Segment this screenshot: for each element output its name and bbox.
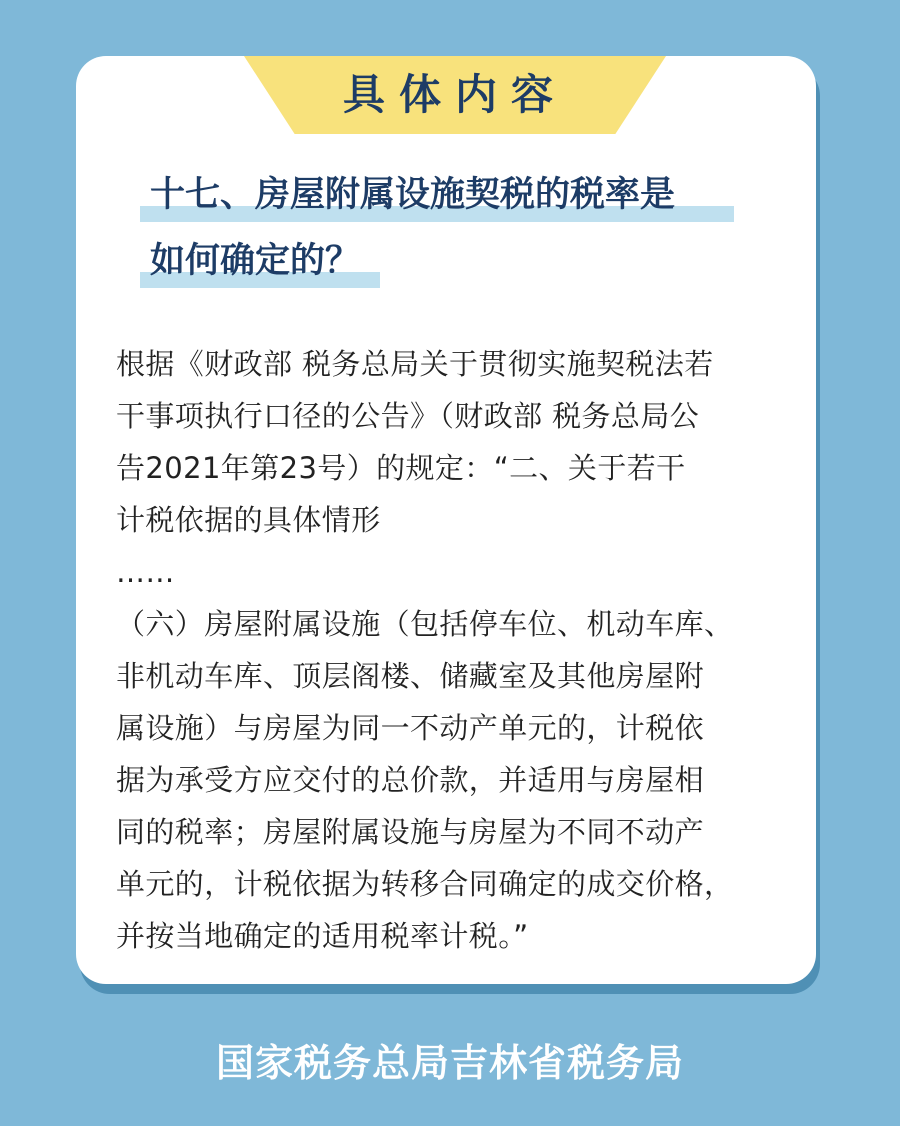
- body-line: 根据《财政部 税务总局关于贯彻实施契税法若: [116, 347, 714, 381]
- body-line: 计税依据的具体情形: [116, 503, 381, 537]
- footer-organization: 国家税务总局吉林省税务局: [215, 1041, 684, 1085]
- question-text-2: 如何确定的？: [150, 241, 361, 281]
- body-line: 单元的，计税依据为转移合同确定的成交价格，: [116, 867, 734, 901]
- body-line: 非机动车库、顶层阁楼、储藏室及其他房屋附: [116, 659, 705, 693]
- body-line: 据为承受方应交付的总价款，并适用与房屋相: [116, 763, 705, 797]
- body-line: 干事项执行口径的公告》（财政部 税务总局公: [116, 399, 700, 433]
- body-line: 并按当地确定的适用税率计税。”: [116, 919, 529, 953]
- body-line: 告2021年第23号）的规定：“二、关于若干: [116, 451, 686, 485]
- question-text-1: 十七、房屋附属设施契税的税率是: [150, 175, 676, 215]
- body-line: （六）房屋附属设施（包括停车位、机动车库、: [116, 607, 734, 641]
- body-line: ……: [116, 555, 175, 589]
- banner-title: 具体内容: [342, 70, 567, 119]
- answer-body: [116, 338, 786, 962]
- body-line: 属设施）与房屋为同一不动产单元的，计税依: [116, 711, 705, 745]
- question-line-1: [140, 166, 675, 230]
- question-line-2: [140, 232, 360, 296]
- body-line: 同的税率；房屋附属设施与房屋为不同不动产: [116, 815, 705, 849]
